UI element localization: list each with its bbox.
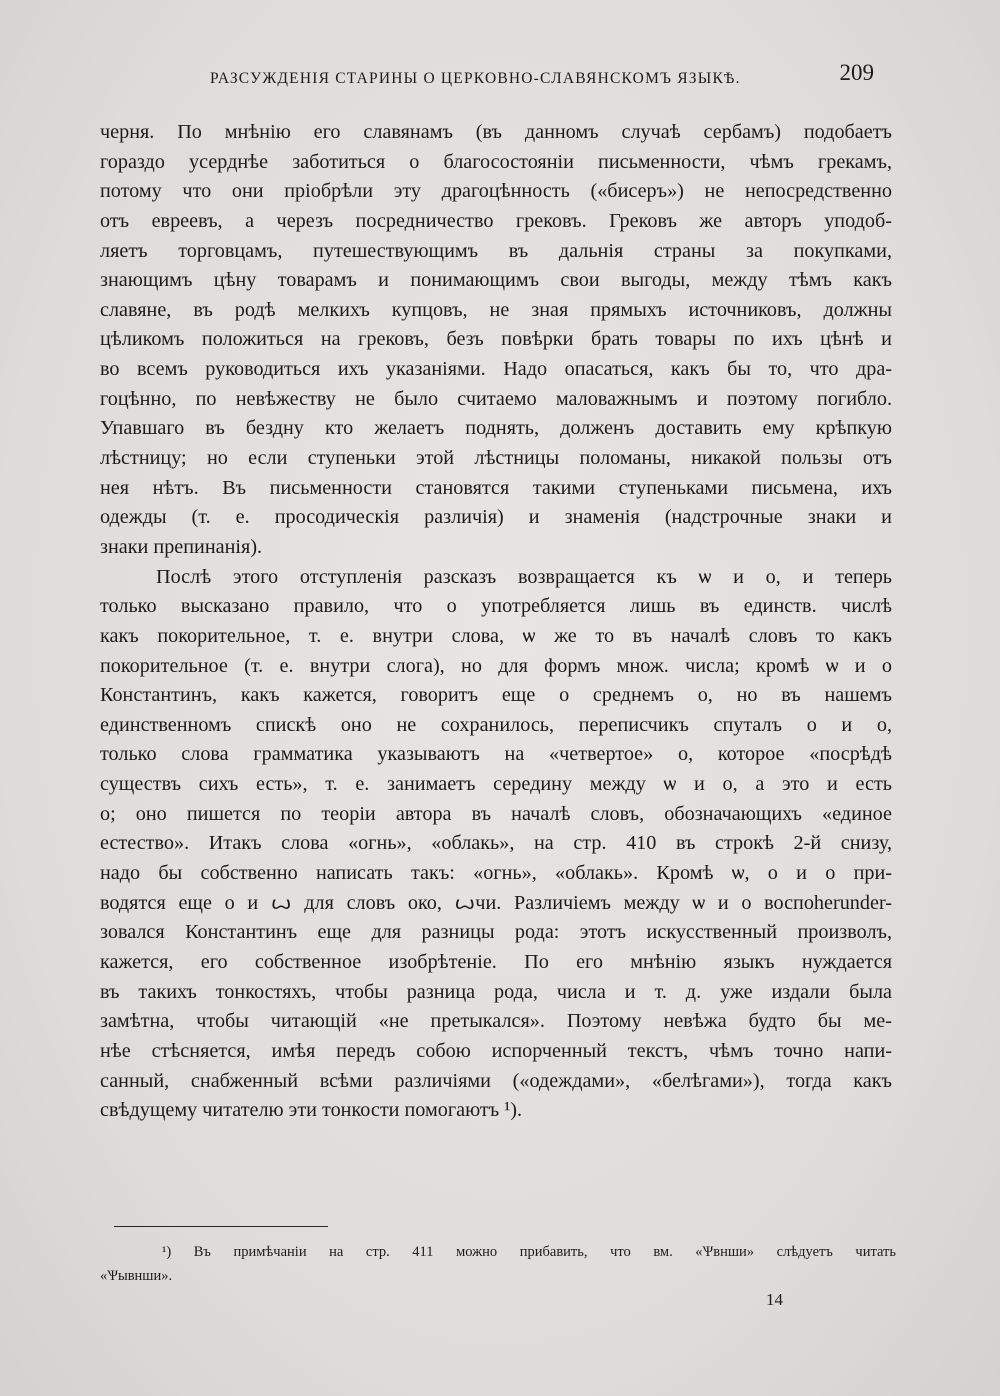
footnotes — [100, 1240, 896, 1288]
text-line: кажется, его собственное изобрѣтеніе. По его мнѣнію языкъ нуждается — [100, 950, 892, 973]
footnote-divider — [114, 1226, 328, 1227]
text-line: существъ сихъ есть», т. е. занимаетъ середину между ѡ и о, а это и есть — [100, 773, 892, 796]
running-head — [100, 60, 890, 100]
text-line: только слова грамматика указываютъ на «четвертое» о, которое «посрѣдѣ — [100, 743, 892, 766]
body-text — [100, 118, 892, 1126]
text-line: гораздо усерднѣе заботиться о благосостояніи письменности, чѣмъ грекамъ, — [100, 150, 892, 173]
text-line: надо бы собственно написать такъ: «огнь», «облакь». Кромѣ ѡ, о и о при- — [100, 862, 892, 885]
text-line: ляетъ торговцамъ, путешествующимъ въ дальнія страны за покупками, — [100, 239, 892, 262]
footnote-line: «Ѱывнши». — [100, 1268, 173, 1284]
text-line: свѣдущему читателю эти тонкости помогаютъ ¹). — [100, 1099, 523, 1122]
text-line: славяне, въ родѣ мелкихъ купцовъ, не зная прямыхъ источниковъ, должны — [100, 298, 892, 321]
paragraph-first-line: Послѣ этого отступленія разсказъ возвращается къ ѡ и о, и теперь — [156, 565, 892, 588]
text-line: о; оно пишется по теоріи автора въ началѣ словъ, обозначающихъ «единое — [100, 802, 892, 825]
text-line: лѣстницу; но если ступеньки этой лѣстницы поломаны, никакой пользы отъ — [100, 447, 892, 470]
footnote-line: ¹) Въ примѣчаніи на стр. 411 можно прибавить, что вм. «Ѱвнши» слѣдуетъ читать — [162, 1244, 896, 1260]
text-line: замѣтна, чтобы читающій «не претыкался». Поэтому невѣжа будто бы ме- — [100, 1010, 892, 1033]
text-line: нѣе стѣсняется, имѣя передъ собою испорченный текстъ, чѣмъ точно напи- — [100, 1039, 892, 1062]
text-line: какъ покорительное, т. е. внутри слова, ѡ же то въ началѣ словъ то какъ — [100, 624, 892, 647]
text-line: черня. По мнѣнію его славянамъ (въ данномъ случаѣ сербамъ) подобаетъ — [100, 121, 892, 143]
text-line: знаки препинанія). — [100, 535, 263, 558]
text-line: Упавшаго въ бездну кто желаетъ поднять, долженъ доставить ему крѣпкую — [100, 417, 892, 440]
text-line: въ такихъ тонкостяхъ, чтобы разница рода, числа и т. д. уже издали была — [100, 980, 892, 1003]
text-line: цѣликомъ положиться на грековъ, безъ повѣрки брать товары по ихъ цѣнѣ и — [100, 328, 892, 351]
text-line: отъ евреевъ, а черезъ посредничество грековъ. Грековъ же авторъ уподоб- — [100, 209, 892, 232]
text-line: знающимъ цѣну товарамъ и понимающимъ свои выгоды, между тѣмъ какъ — [100, 269, 892, 292]
text-line: водятся еще о и ꙍ для словъ око, ꙍчи. Различіемъ между ѡ и о воспоherunder- — [100, 891, 892, 914]
page-number: 209 — [839, 60, 874, 85]
text-line: Константинъ, какъ кажется, говоритъ еще о среднемъ о, но въ нашемъ — [100, 684, 892, 707]
text-line: покорительное (т. е. внутри слога), но для формъ множ. числа; кромѣ ѡ и о — [100, 654, 892, 677]
text-line: одежды (т. е. просодическія различія) и знаменія (надстрочные знаки и — [100, 506, 892, 529]
text-line: только высказано правило, что о употребляется лишь въ единств. числѣ — [100, 595, 892, 618]
signature-mark: 14 — [766, 1290, 783, 1309]
text-line: естество». Итакъ слова «огнь», «облакь», на стр. 410 въ строкѣ 2-й снизу, — [100, 832, 892, 855]
text-line: во всемъ руководиться ихъ указаніями. Надо опасаться, какъ бы то, что дра- — [100, 358, 892, 381]
text-line: зовался Константинъ еще для разницы рода: этотъ искусственный произволъ, — [100, 921, 892, 944]
text-line: единственномъ спискѣ оно не сохранилось, переписчикъ спуталъ о и о, — [100, 713, 892, 736]
text-line: потому что они пріобрѣли эту драгоцѣнность («бисеръ») не непосредственно — [100, 180, 892, 203]
text-line: санный, снабженный всѣми различіями («одеждами», «белѣгами»), тогда какъ — [100, 1069, 892, 1092]
text-line: нея нѣтъ. Въ письменности становятся такими ступеньками письмена, ихъ — [100, 476, 892, 499]
text-line: гоцѣнно, по невѣжеству не было считаемо маловажнымъ и поэтому погибло. — [100, 387, 892, 410]
running-title: РАЗСУЖДЕНІЯ СТАРИНЫ О ЦЕРКОВНО-СЛАВЯНСКОМЪ ЯЗЫКѢ. — [210, 70, 741, 87]
